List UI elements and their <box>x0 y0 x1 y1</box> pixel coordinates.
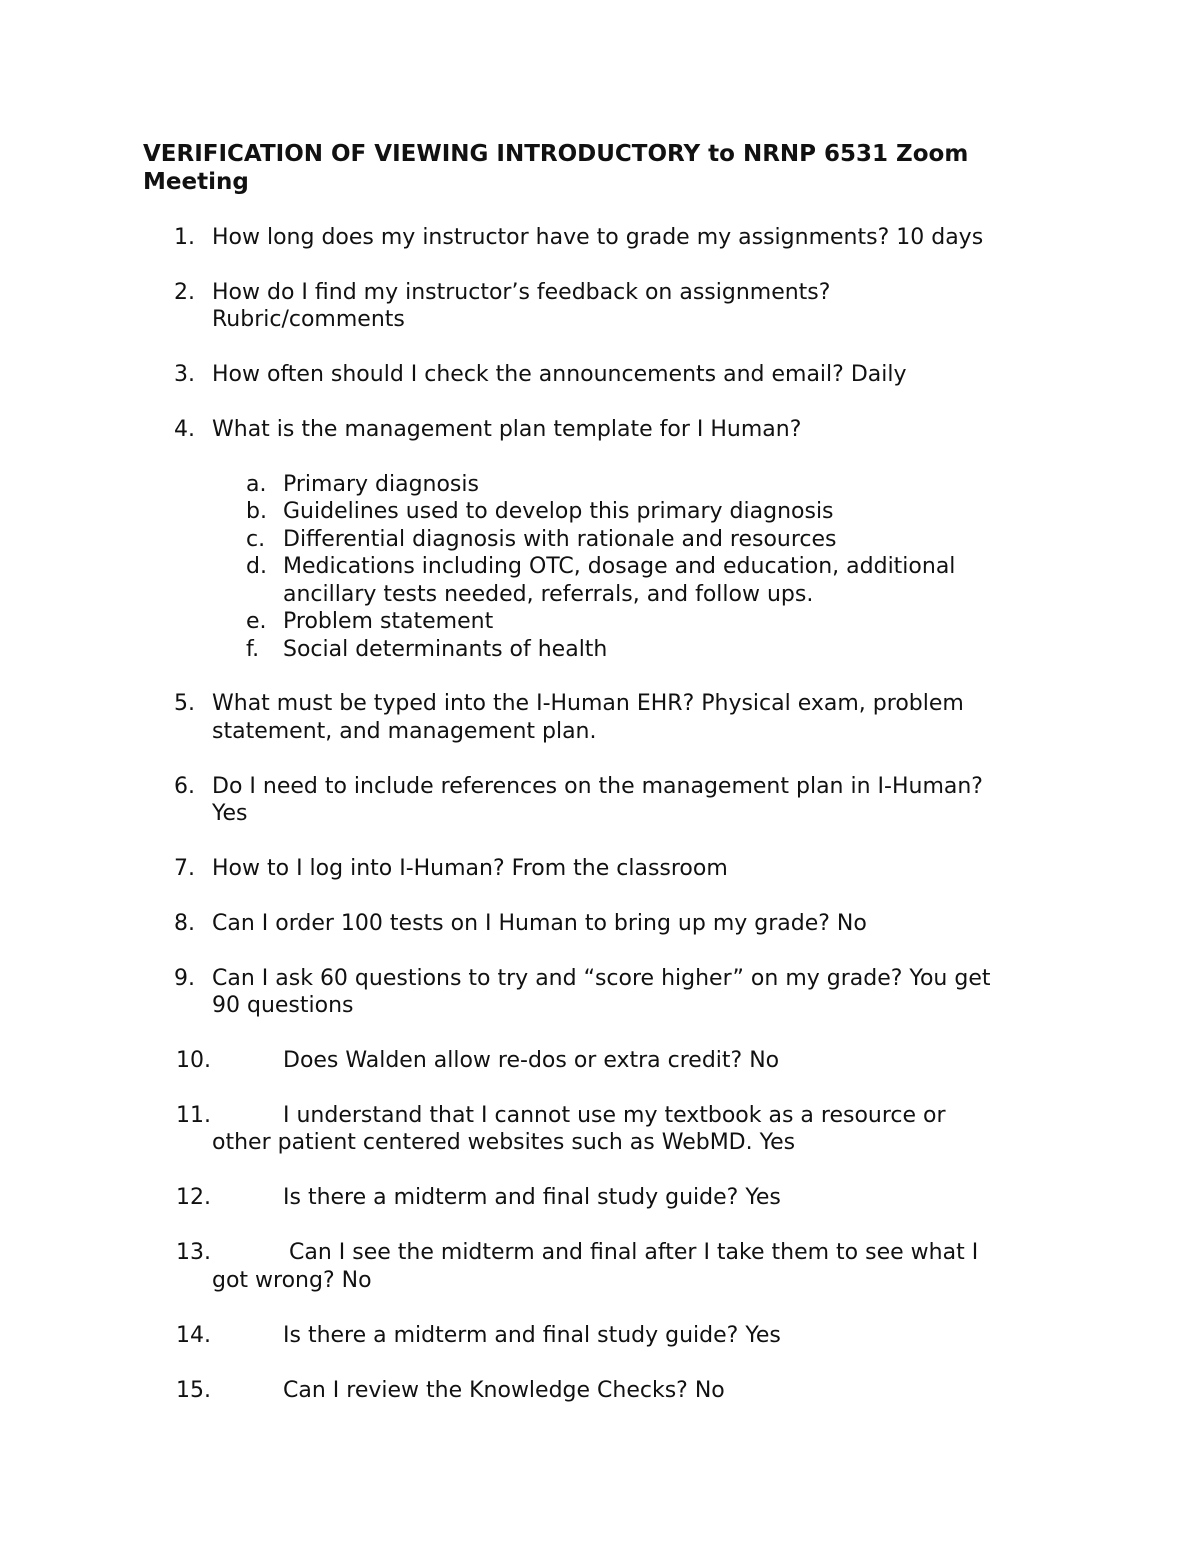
question-text: statement, and management plan. <box>212 719 597 744</box>
question-number: 5. <box>174 691 195 716</box>
question-text: Is there a midterm and final study guide? Yes <box>283 1323 781 1348</box>
sub-item-letter: c. <box>246 527 266 552</box>
question-number: 12. <box>176 1185 211 1210</box>
question-number: 3. <box>174 362 195 387</box>
question-number: 15. <box>176 1378 211 1403</box>
sub-item-letter: b. <box>246 499 267 524</box>
question-text: Do I need to include references on the management plan in I-Human? <box>212 774 983 799</box>
question-text: Can I review the Knowledge Checks? No <box>283 1378 725 1403</box>
question-text: How to I log into I-Human? From the classroom <box>212 856 728 881</box>
sub-item-letter: a. <box>246 472 267 497</box>
sub-item-text: Problem statement <box>283 609 494 634</box>
question-text: I understand that I cannot use my textbook as a resource or <box>283 1103 946 1128</box>
sub-item-text: Primary diagnosis <box>283 472 479 497</box>
question-number: 9. <box>174 966 195 991</box>
question-text: Is there a midterm and final study guide? Yes <box>283 1185 781 1210</box>
question-number: 6. <box>174 774 195 799</box>
sub-item-text: ancillary tests needed, referrals, and follow ups. <box>283 582 814 607</box>
document-title: VERIFICATION OF VIEWING INTRODUCTORY to NRNP 6531 Zoom Meeting <box>143 141 969 195</box>
sub-item-text: Guidelines used to develop this primary diagnosis <box>283 499 834 524</box>
question-text: Rubric/comments <box>212 307 405 332</box>
question-number: 11. <box>176 1103 211 1128</box>
question-number: 10. <box>176 1048 211 1073</box>
sub-item-text: Differential diagnosis with rationale and resources <box>283 527 837 552</box>
sub-item-text: Social determinants of health <box>283 637 608 662</box>
question-number: 7. <box>174 856 195 881</box>
sub-item-text: Medications including OTC, dosage and education, additional <box>283 554 956 579</box>
question-number: 1. <box>174 225 195 250</box>
question-text: Can I order 100 tests on I Human to bring up my grade? No <box>212 911 867 936</box>
question-number: 8. <box>174 911 195 936</box>
sub-item-letter: e. <box>246 609 267 634</box>
question-text: What must be typed into the I-Human EHR? Physical exam, problem <box>212 691 964 716</box>
question-text: How long does my instructor have to grade my assignments? 10 days <box>212 225 984 250</box>
sub-item-letter: d. <box>246 554 267 579</box>
question-text: What is the management plan template for I Human? <box>212 417 802 442</box>
question-text: Does Walden allow re-dos or extra credit? No <box>283 1048 780 1073</box>
question-text: Can I ask 60 questions to try and “score higher” on my grade? You get <box>212 966 991 991</box>
question-number: 13. <box>176 1240 211 1265</box>
question-number: 14. <box>176 1323 211 1348</box>
question-text: got wrong? No <box>212 1268 372 1293</box>
sub-item-letter: f. <box>246 637 260 662</box>
question-text: other patient centered websites such as WebMD. Yes <box>212 1130 796 1155</box>
question-text: 90 questions <box>212 993 354 1018</box>
question-text: Yes <box>212 801 248 826</box>
question-number: 2. <box>174 280 195 305</box>
question-text: How often should I check the announcements and email? Daily <box>212 362 907 387</box>
question-text: How do I find my instructor’s feedback on assignments? <box>212 280 831 305</box>
question-text: Can I see the midterm and final after I take them to see what I <box>289 1240 979 1265</box>
question-number: 4. <box>174 417 195 442</box>
